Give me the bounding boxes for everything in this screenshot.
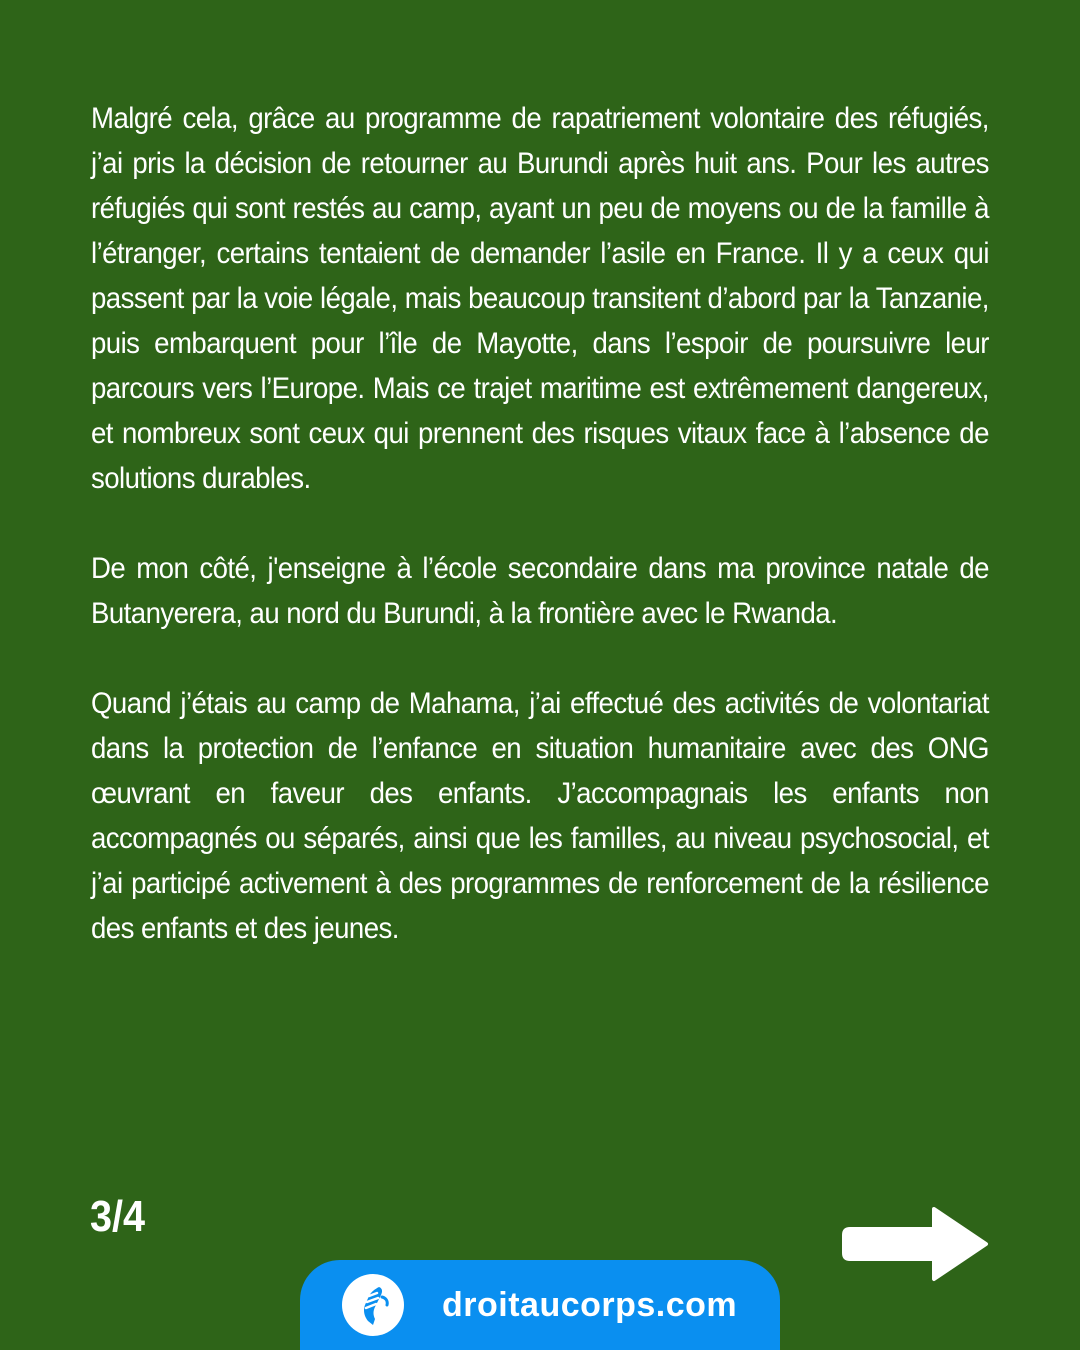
paragraph-teaching: De mon côté, j'enseigne à l’école secondaire dans ma province natale de Butanyerera, au nord du Burundi, à la frontière avec le Rwanda.	[91, 552, 989, 630]
hand-logo-icon	[351, 1283, 395, 1327]
logo	[342, 1274, 404, 1336]
article-body	[91, 96, 989, 996]
next-page-button[interactable]	[842, 1205, 990, 1283]
right-arrow-icon	[842, 1205, 990, 1283]
page-counter: 3/4	[90, 1192, 146, 1241]
paragraph-volunteering: Quand j’étais au camp de Mahama, j’ai effectué des activités de volontariat dans la protection de l’enfance en situation humanitaire avec des ONG œuvrant en faveur des enfants. J’accompagnais les enfants non accompagnés ou séparés, ainsi que les familles, au niveau psychosocial, et j’ai participé activement à des programmes de renforcement de la résilience des enfants et des jeunes.	[91, 687, 989, 945]
paragraph-repatriation: Malgré cela, grâce au programme de rapatriement volontaire des réfugiés, j’ai pris la décision de retourner au Burundi après huit ans. Pour les autres réfugiés qui sont restés au camp, ayant un peu de moyens ou de la famille à l’étranger, certains tentaient de demander l’asile en France. Il y a ceux qui passent par la voie légale, mais beaucoup transitent d’abord par la Tanzanie, puis embarquent pour l’île de Mayotte, dans l’espoir de poursuivre leur parcours vers l’Europe. Mais ce trajet maritime est extrêmement dangereux, et nombreux sont ceux qui prennent des risques vitaux face à l’absence de solutions durables.	[91, 102, 989, 495]
website-badge[interactable]	[300, 1260, 780, 1350]
site-url: droitaucorps.com	[442, 1285, 738, 1324]
